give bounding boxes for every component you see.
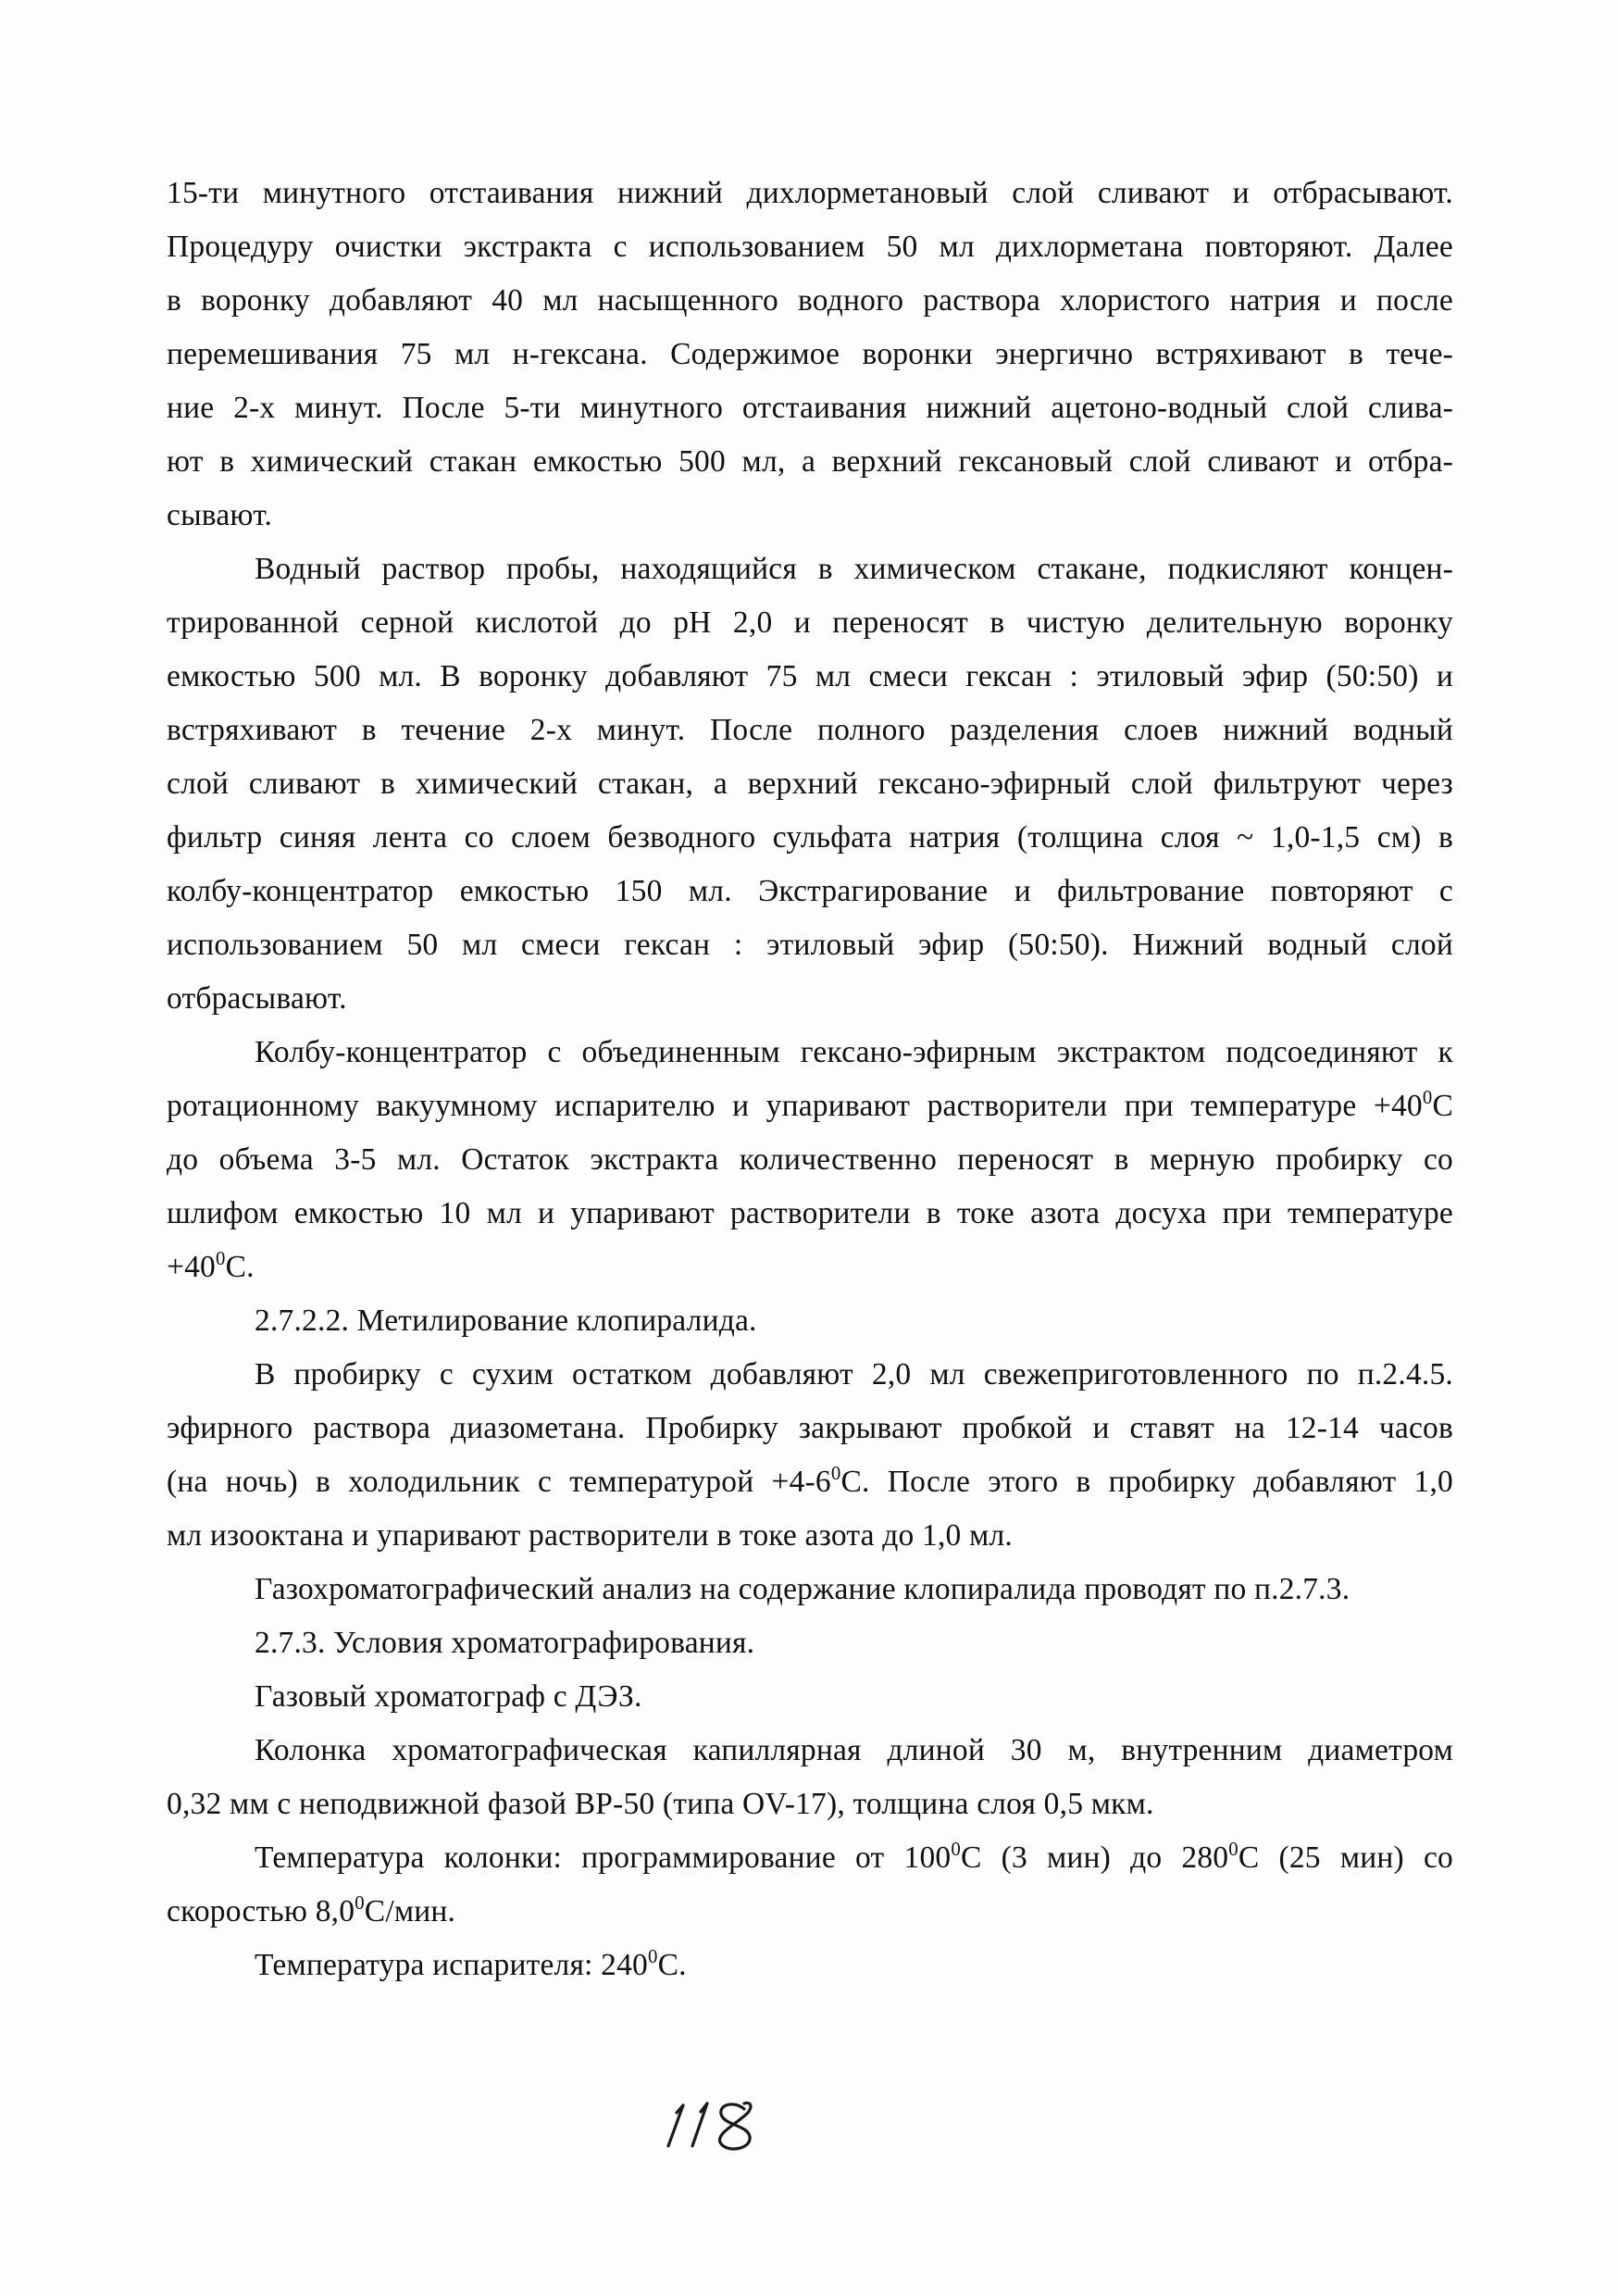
- text-line: [167, 1831, 1453, 1885]
- text-line: Колбу-концентратор с объединенным гексано-эфирным экстрактом подсоединяют к: [255, 1035, 1453, 1069]
- text-segment: Температура испарителя: 240: [255, 1948, 648, 1982]
- degree-mark: 0: [355, 1892, 365, 1915]
- text-line: [167, 1939, 1453, 1992]
- text-line: Газохроматографический анализ на содержание клопиралида проводят по п.2.7.3.: [255, 1572, 1350, 1606]
- text-line: встряхивают в течение 2-х минут. После полного разделения слоев нижний водный: [167, 713, 1453, 747]
- handwritten-page-number: [648, 2092, 796, 2157]
- text-line: ют в химический стакан емкостью 500 мл, а верхний гексановый слой сливают и отбра-: [167, 444, 1453, 479]
- text-segment: ротационному вакуумному испарителю и упаривают растворители при температуре +40: [167, 1089, 1423, 1123]
- degree-mark: 0: [951, 1839, 961, 1861]
- text-line: сывают.: [167, 498, 273, 532]
- paragraph-3: [167, 1026, 1453, 1294]
- text-line: 15-ти минутного отстаивания нижний дихлорметановый слой сливают и отбрасывают.: [167, 176, 1453, 210]
- paragraph-1: [167, 167, 1453, 543]
- text-line: [167, 1455, 1453, 1509]
- degree-mark: 0: [830, 1463, 841, 1485]
- text-line: емкостью 500 мл. В воронку добавляют 75 мл смеси гексан : этиловый эфир (50:50) и: [167, 659, 1453, 693]
- paragraph-7: [167, 1724, 1453, 1831]
- text-line: [167, 1885, 1453, 1939]
- text-line: В пробирку с сухим остатком добавляют 2,0 мл свежеприготовленного по п.2.4.5.: [255, 1357, 1453, 1391]
- text-segment: C.: [657, 1948, 687, 1982]
- text-line: ние 2-х минут. После 5-ти минутного отстаивания нижний ацетоно-водный слой слива-: [167, 391, 1453, 425]
- degree-mark: 0: [1228, 1839, 1238, 1861]
- text-segment: +40: [167, 1250, 216, 1284]
- degree-mark: 0: [1422, 1087, 1433, 1109]
- text-line: колбу-концентратор емкостью 150 мл. Экстрагирование и фильтрование повторяют с: [167, 874, 1453, 908]
- text-line: Процедуру очистки экстракта с использованием 50 мл дихлорметана повторяют. Далее: [167, 230, 1453, 264]
- degree-mark: 0: [216, 1248, 226, 1270]
- text-line: 0,32 мм с неподвижной фазой BP-50 (типа OV-17), толщина слоя 0,5 мкм.: [167, 1787, 1154, 1821]
- text-line: отбрасывают.: [167, 981, 347, 1016]
- text-line: использованием 50 мл смеси гексан : этиловый эфир (50:50). Нижний водный слой: [167, 928, 1453, 962]
- text-segment: C. После этого в пробирку добавляют 1,0: [840, 1465, 1453, 1499]
- text-segment: C.: [225, 1250, 255, 1284]
- section-heading: 2.7.3. Условия хроматографирования.: [255, 1626, 755, 1660]
- text-line: [167, 1079, 1453, 1133]
- text-line: слой сливают в химический стакан, а верхний гексано-эфирный слой фильтруют через: [167, 767, 1453, 801]
- text-line: до объема 3-5 мл. Остаток экстракта количественно переносят в мерную пробирку со: [167, 1142, 1453, 1177]
- paragraph-8: [167, 1831, 1453, 1939]
- text-segment: C/мин.: [364, 1894, 456, 1928]
- document-body: [167, 167, 1453, 1992]
- paragraph-4: [167, 1348, 1453, 1563]
- paragraph-2: [167, 543, 1453, 1026]
- text-line: [167, 1241, 1453, 1294]
- text-segment: Температура колонки: программирование от 100: [255, 1841, 952, 1875]
- text-line: эфирного раствора диазометана. Пробирку закрывают пробкой и ставят на 12-14 часов: [167, 1411, 1453, 1445]
- text-line: перемешивания 75 мл н-гексана. Содержимое воронки энергично встряхивают в тече-: [167, 337, 1453, 371]
- text-line: трированной серной кислотой до pH 2,0 и переносят в чистую делительную воронку: [167, 605, 1453, 640]
- section-heading: 2.7.2.2. Метилирование клопиралида.: [255, 1304, 757, 1338]
- text-line: Водный раствор пробы, находящийся в химическом стакане, подкисляют концен-: [255, 552, 1453, 586]
- text-line: фильтр синяя лента со слоем безводного сульфата натрия (толщина слоя ~ 1,0-1,5 см) в: [167, 820, 1453, 855]
- text-segment: скоростью 8,0: [167, 1894, 355, 1928]
- text-segment: C (3 мин) до 280: [960, 1841, 1229, 1875]
- text-segment: C (25 мин) со: [1238, 1841, 1453, 1875]
- text-line: мл изооктана и упаривают растворители в токе азота до 1,0 мл.: [167, 1518, 1013, 1553]
- text-line: шлифом емкостью 10 мл и упаривают растворители в токе азота досуха при температуре: [167, 1196, 1453, 1230]
- text-segment: (на ночь) в холодильник с температурой +4-6: [167, 1465, 831, 1499]
- text-line: в воронку добавляют 40 мл насыщенного водного раствора хлористого натрия и после: [167, 283, 1453, 318]
- text-line: Колонка хроматографическая капиллярная длиной 30 м, внутренним диаметром: [255, 1733, 1453, 1767]
- text-line: Газовый хроматограф с ДЭЗ.: [255, 1679, 642, 1714]
- degree-mark: 0: [647, 1946, 658, 1968]
- text-segment: C: [1432, 1089, 1453, 1123]
